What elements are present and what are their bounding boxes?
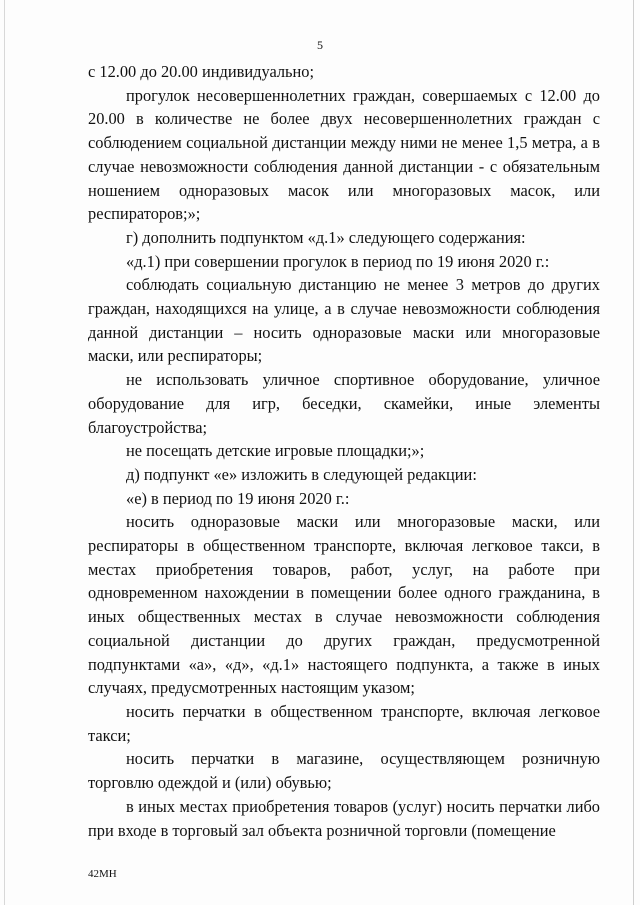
page-edge-left <box>4 0 5 905</box>
paragraph: «д.1) при совершении прогулок в период по 19 июня 2020 г.: <box>126 251 550 271</box>
page-edge-right <box>633 0 634 905</box>
paragraph: «е) в период по 19 июня 2020 г.: <box>126 488 350 508</box>
paragraph: прогулок несовершеннолетних граждан, совершаемых с 12.00 до 20.00 в количестве не более двух несовершеннолетних граждан с соблюдением социальной дистанции между ними не менее 1,5 метра, а в случае невозможности соблюдения данной дистанции - с обязательным ношением одноразовых масок или многоразовых масок, или респираторов;»; <box>88 85 600 224</box>
paragraph: г) дополнить подпунктом «д.1» следующего содержания: <box>126 227 526 247</box>
paragraph: с 12.00 до 20.00 индивидуально; <box>88 62 315 81</box>
paragraph: не использовать уличное спортивное оборудование, уличное оборудование для игр, беседки, скамейки, иные элементы благоустройства; <box>88 370 600 437</box>
paragraph: носить перчатки в общественном транспорте, включая легковое такси; <box>88 701 600 745</box>
paragraph: д) подпункт «е» изложить в следующей редакции: <box>126 464 477 484</box>
document-body <box>88 60 600 842</box>
paragraph: носить перчатки в магазине, осуществляющем розничную торговлю одеждой и (или) обувью; <box>88 749 600 793</box>
page-number: 5 <box>317 38 323 52</box>
paragraph: в иных местах приобретения товаров (услуг) носить перчатки либо при входе в торговый зал объекта розничной торговли (помещение <box>88 796 600 840</box>
footer-code: 42МН <box>88 868 117 880</box>
paragraph: носить одноразовые маски или многоразовые маски, или респираторы в общественном транспорте, включая легковое такси, в местах приобретения товаров, работ, услуг, на работе при одновременном нахождении в помещении более одного гражданина, в иных общественных местах в случае невозможности соблюдения социальной дистанции до других граждан, предусмотренной подпунктами «а», «д», «д.1» настоящего подпункта, а также в иных случаях, предусмотренных настоящим указом; <box>88 512 600 698</box>
paragraph: соблюдать социальную дистанцию не менее 3 метров до других граждан, находящихся на улице, а в случае невозможности соблюдения данной дистанции – носить одноразовые маски или многоразовые маски, или респираторы; <box>88 275 600 366</box>
paragraph: не посещать детские игровые площадки;»; <box>126 441 425 461</box>
